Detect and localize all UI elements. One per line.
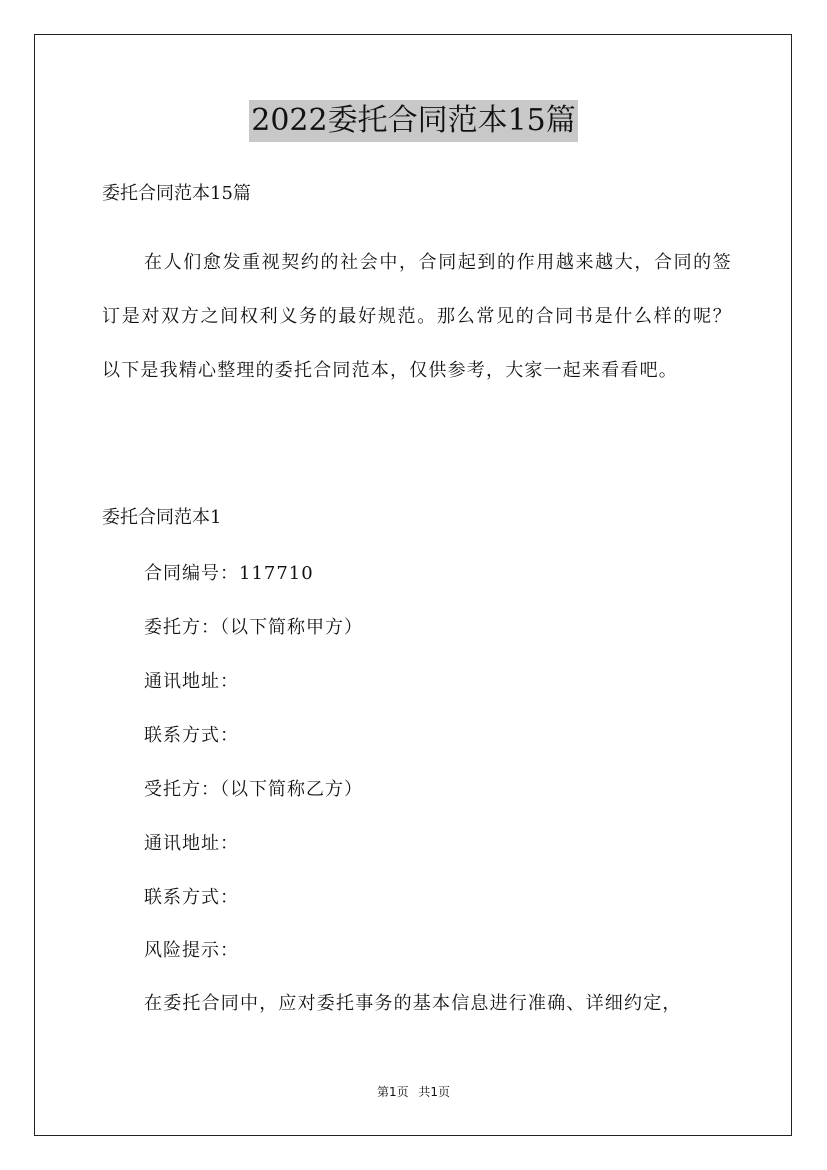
risk-notice-field: 风险提示： [144,940,239,961]
trustee-party-field: 受托方：（以下简称乙方） [144,779,363,800]
risk-notice-text: 在委托合同中，应对委托事务的基本信息进行准确、详细约定， [144,993,682,1014]
client-party-field: 委托方：（以下简称甲方） [144,617,363,638]
page-number-label: 第1页 [376,1085,409,1099]
client-address-field: 通讯地址： [144,671,239,692]
client-contact-field: 联系方式： [144,725,239,746]
document-title: 2022委托合同范本15篇 [249,100,578,142]
document-subtitle: 委托合同范本15篇 [102,183,251,204]
page-footer [0,1084,827,1100]
title-container [0,100,827,142]
trustee-address-field: 通讯地址： [144,833,239,854]
section-title: 委托合同范本1 [102,507,222,528]
contract-number-field: 合同编号：117710 [144,563,314,584]
total-pages-label: 共1页 [418,1085,451,1099]
trustee-contact-field: 联系方式： [144,887,239,908]
intro-paragraph: 在人们愈发重视契约的社会中，合同起到的作用越来越大，合同的签订是对双方之间权利义务的最好规范。那么常见的合同书是什么样的呢？以下是我精心整理的委托合同范本，仅供参考，大家一起来看看吧。 [102,252,732,381]
